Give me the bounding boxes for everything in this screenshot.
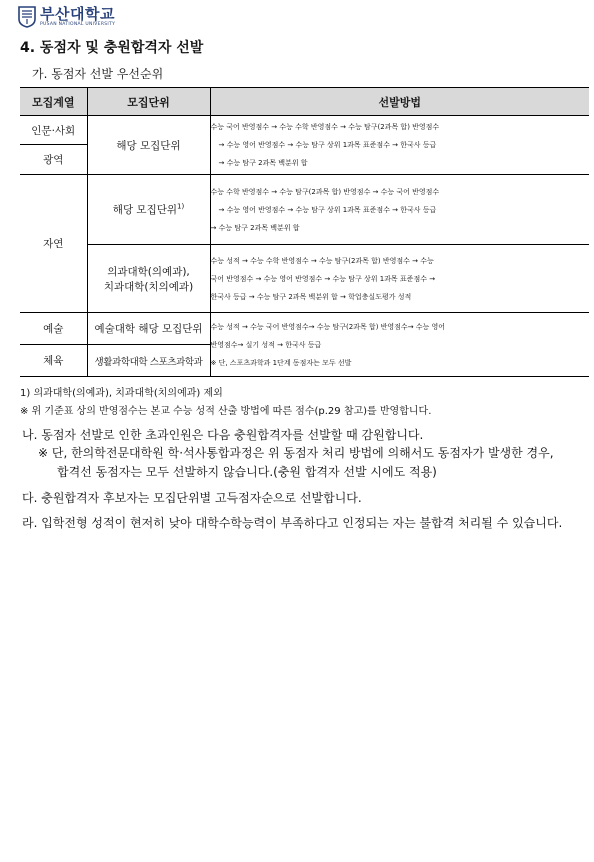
table-row (20, 313, 589, 345)
paragraph-na: 나. 동점자 선발로 인한 초과인원은 다음 충원합격자를 선발할 때 감원합니다. (22, 428, 424, 442)
sub-title: 가. 동점자 선발 우선순위 (32, 67, 164, 81)
tie-break-table (20, 87, 589, 377)
paragraph-na-note-cont: 합격선 동점자는 모두 선발하지 않습니다.(충원 합격자 선발 시에도 적용) (57, 465, 437, 479)
field-cell: 인문·사회 (20, 116, 87, 145)
method-cell: 수능 수학 반영점수 → 수능 탐구(2과목 합) 반영점수 → 수능 국어 반영점수 → 수능 영어 반영점수 → 수능 탐구 상위 1과목 표준점수 → 한국사 등급 → 수능 탐구 2과목 백분위 합 (210, 175, 589, 245)
footnote-mark: 1) (177, 202, 185, 211)
method-cell: 수능 성적 → 수능 국어 반영점수→ 수능 탐구(2과목 합) 반영점수→ 수능 영어 반영점수→ 실기 성적 → 한국사 등급 ※ 단, 스포츠과학과 1단계 동점자는 모두 선발 (210, 313, 589, 377)
unit-cell: 해당 모집단위 (87, 116, 210, 175)
header-unit: 모집단위 (87, 88, 210, 116)
field-cell: 광역 (20, 145, 87, 175)
unit-cell: 해당 모집단위$^{1)}$ (87, 175, 210, 245)
university-logo (17, 6, 115, 28)
method-cell: 수능 성적 → 수능 수학 반영점수 → 수능 탐구(2과목 합) 반영점수 → 수능 국어 반영점수 → 수능 영어 반영점수 → 수능 탐구 상위 1과목 표준점수 → 한국사 등급 → 수능 탐구 2과목 백분위 합 → 학업충실도평가 성적 (210, 245, 589, 313)
footnote-2: ※ 위 기준표 상의 반영점수는 본교 수능 성적 산출 방법에 따른 점수(p.29 참고)를 반영합니다. (20, 406, 432, 417)
method-cell: 수능 국어 반영점수 → 수능 수학 반영점수 → 수능 탐구(2과목 합) 반영점수 → 수능 영어 반영점수 → 수능 탐구 상위 1과목 표준점수 → 한국사 등급 → 수능 탐구 2과목 백분위 합 (210, 116, 589, 175)
table-header-row (20, 88, 589, 116)
unit-cell: 예술대학 해당 모집단위 (87, 313, 210, 345)
university-emblem-icon (17, 6, 37, 28)
field-cell: 자연 (20, 175, 87, 313)
logo-korean-text: 부산대학교 (40, 5, 115, 23)
table-row (20, 245, 589, 313)
table-row (20, 116, 589, 145)
footnote-1: 1) 의과대학(의예과), 치과대학(치의예과) 제외 (20, 388, 223, 399)
paragraph-ra: 라. 입학전형 성적이 현저히 낮아 대학수학능력이 부족하다고 인정되는 자는 불합격 처리될 수 있습니다. (22, 516, 563, 530)
field-cell: 예술 (20, 313, 87, 345)
paragraph-da: 다. 충원합격자 후보자는 모집단위별 고득점자순으로 선발합니다. (22, 491, 362, 505)
logo-english-text: PUSAN NATIONAL UNIVERSITY (40, 22, 116, 27)
unit-cell: 생활과학대학 스포츠과학과 (87, 345, 210, 377)
field-cell: 체육 (20, 345, 87, 377)
unit-cell: 의과대학(의예과), 치과대학(치의예과) (87, 245, 210, 313)
table-row (20, 175, 589, 245)
header-method: 선발방법 (210, 88, 589, 116)
section-title: 4. 동점자 및 충원합격자 선발 (20, 40, 204, 56)
paragraph-na-note: ※ 단, 한의학전문대학원 학·석사통합과정은 위 동점자 처리 방법에 의해서도 동점자가 발생한 경우, (38, 446, 554, 460)
header-field: 모집계열 (20, 88, 87, 116)
